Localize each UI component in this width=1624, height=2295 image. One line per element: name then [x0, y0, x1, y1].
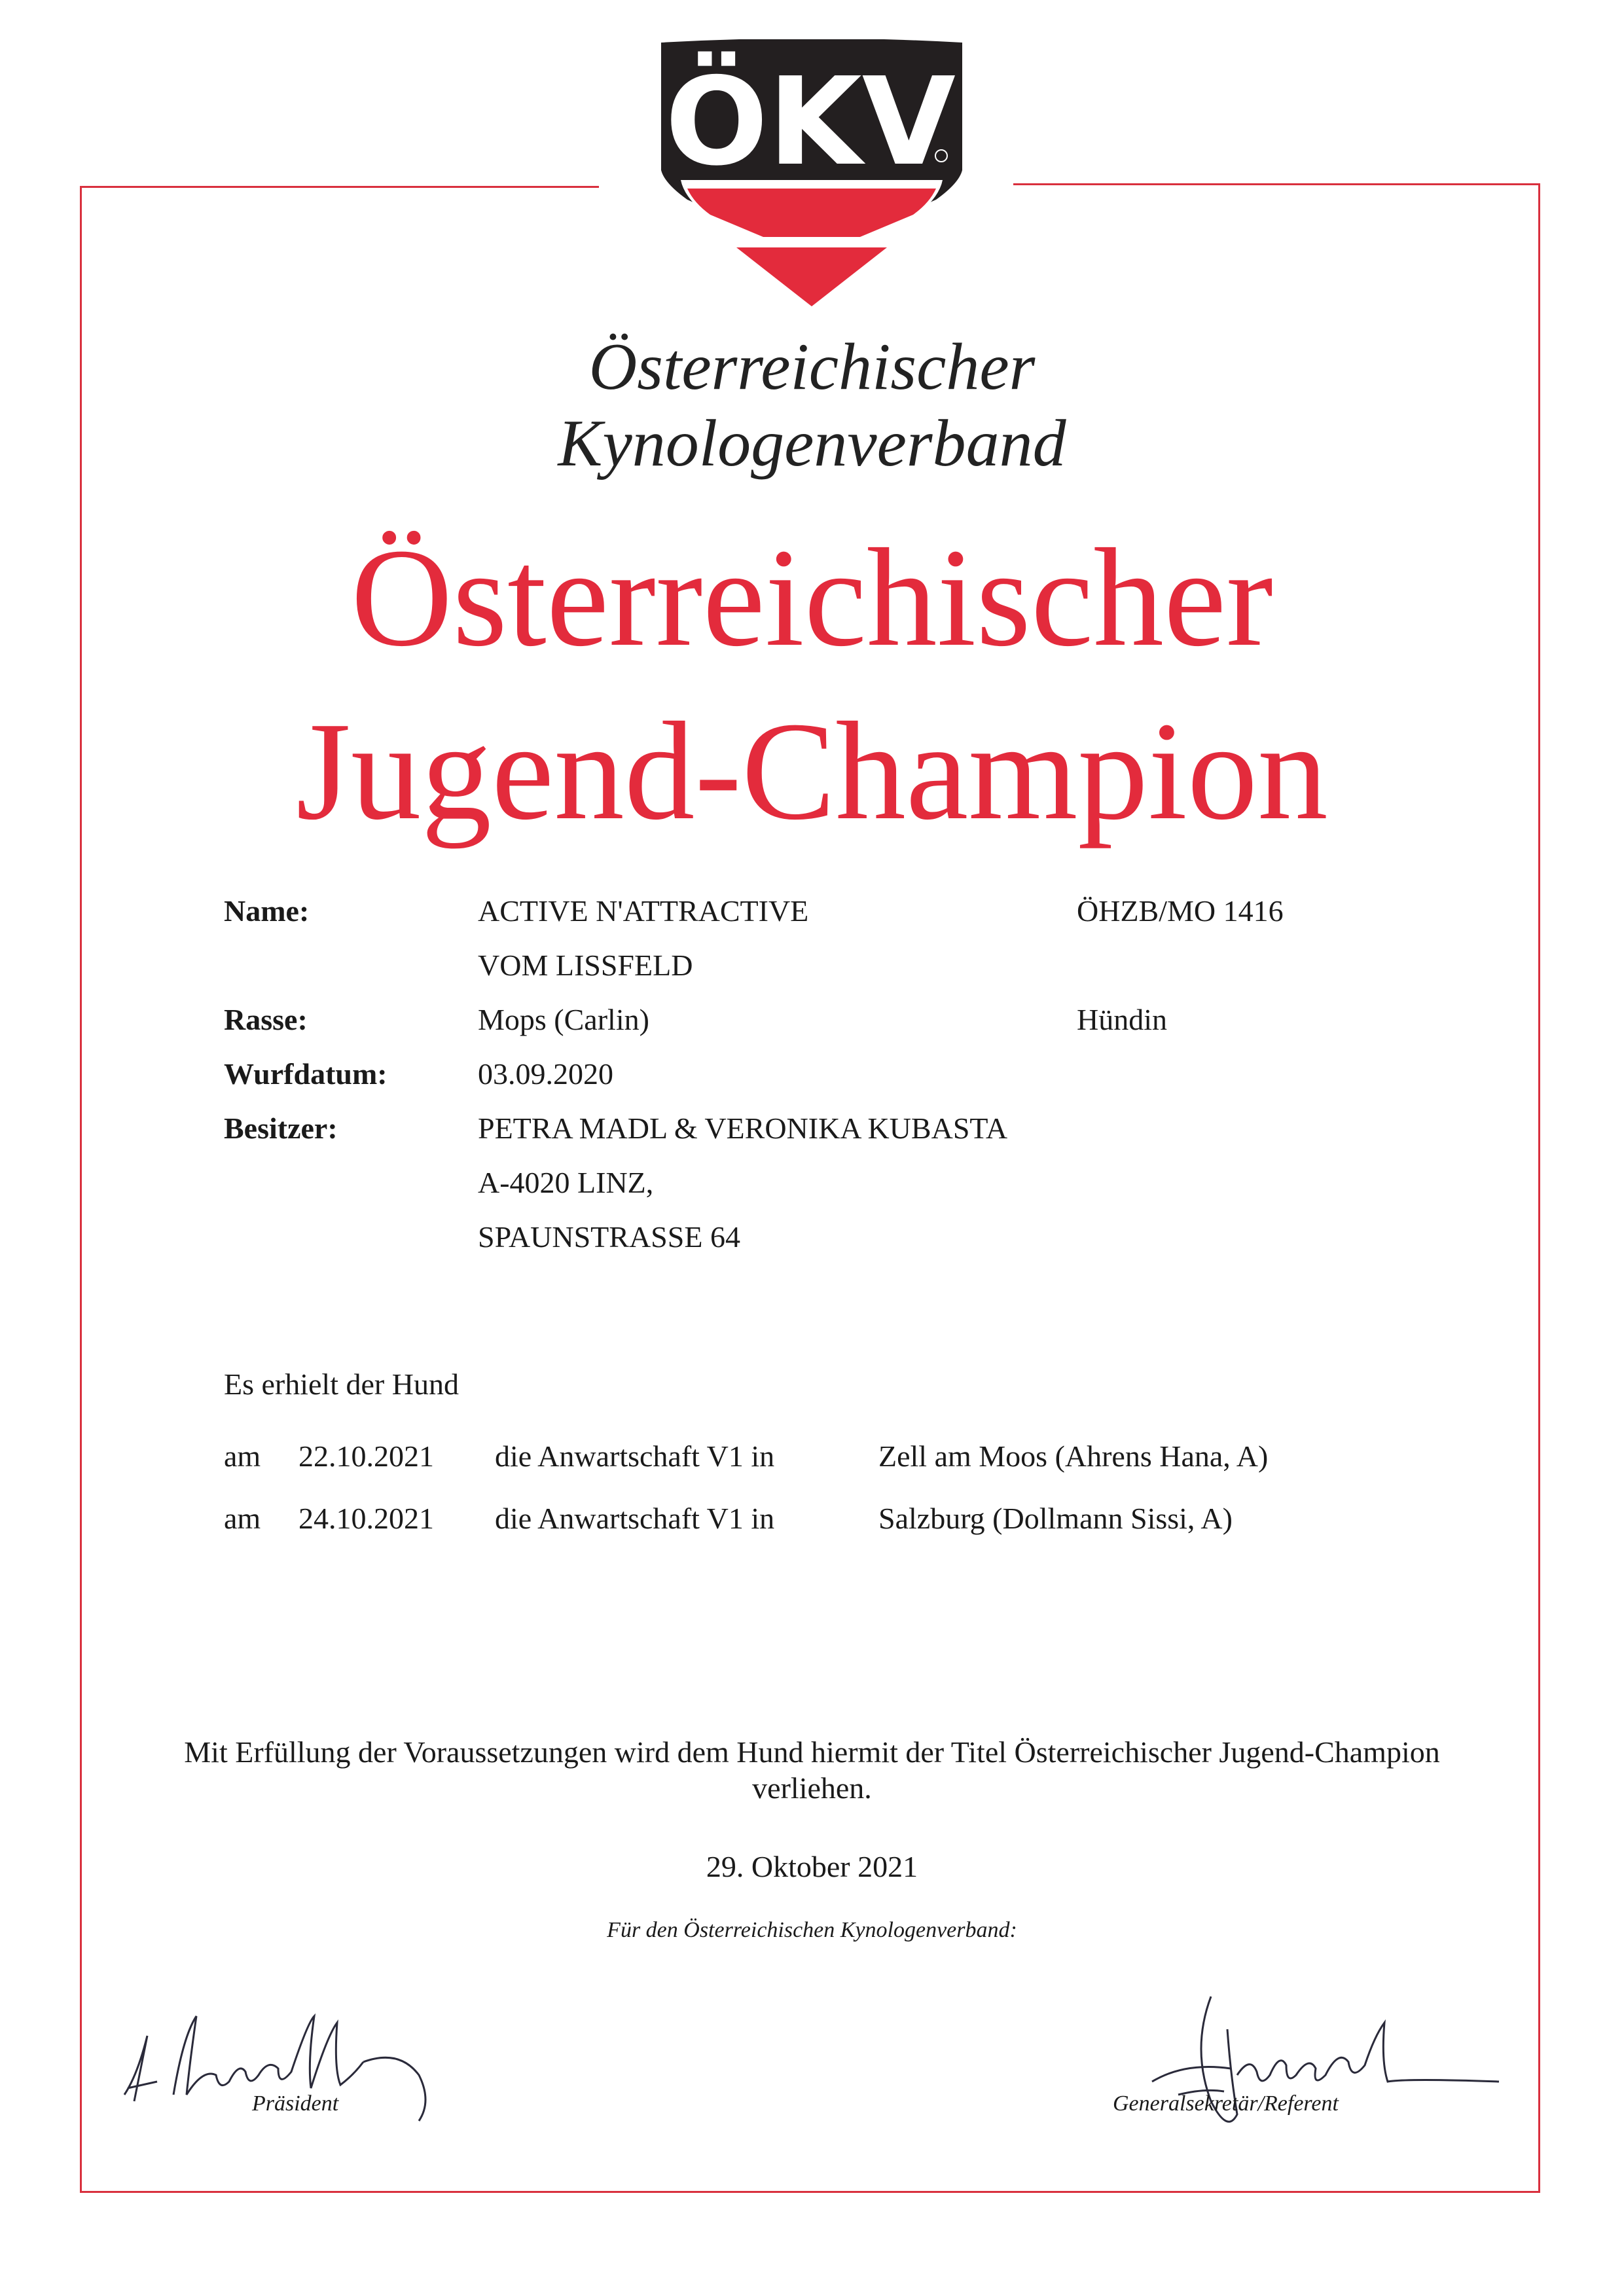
breed-label: Rasse:: [224, 1003, 308, 1036]
birth-date-value: 03.09.2020: [478, 1057, 613, 1091]
secretary-role: Generalsekretär/Referent: [1113, 2091, 1339, 2116]
award-row-1-place: Zell am Moos (Ahrens Hana, A): [878, 1439, 1269, 1473]
org-name-line1: Österreichischer: [588, 330, 1036, 404]
awards-intro: Es erhielt der Hund: [224, 1367, 459, 1401]
dog-name-line1: ACTIVE N'ATTRACTIVE: [478, 894, 809, 928]
secretary-signature: [1113, 1983, 1506, 2141]
award-row-2-date: 24.10.2021: [298, 1502, 434, 1535]
owner-label: Besitzer:: [224, 1111, 338, 1145]
owner-line2: A-4020 LINZ,: [478, 1166, 654, 1199]
breed-value: Mops (Carlin): [478, 1003, 649, 1036]
frame-top-right: [1013, 183, 1540, 185]
owner-line3: SPAUNSTRASSE 64: [478, 1220, 740, 1254]
frame-bottom: [80, 2191, 1540, 2193]
title-line2: Jugend-Champion: [296, 693, 1328, 849]
on-behalf-text: Für den Österreichischen Kynologenverband:: [607, 1918, 1017, 1942]
okv-logo: [661, 39, 962, 308]
frame-right: [1538, 183, 1540, 2193]
award-row-1-prefix: am: [224, 1439, 261, 1473]
conclusion-line2: verliehen.: [752, 1771, 872, 1805]
name-label: Name:: [224, 894, 310, 928]
title-line1: Österreichischer: [351, 519, 1273, 676]
award-row-2-prefix: am: [224, 1502, 261, 1535]
registration-number: ÖHZB/MO 1416: [1077, 894, 1284, 928]
frame-left: [80, 186, 82, 2193]
issue-date: 29. Oktober 2021: [706, 1850, 918, 1883]
org-name-line2: Kynologenverband: [558, 407, 1066, 480]
frame-top-left: [80, 186, 599, 188]
owner-line1: PETRA MADL & VERONIKA KUBASTA: [478, 1111, 1008, 1145]
award-row-2-place: Salzburg (Dollmann Sissi, A): [878, 1502, 1233, 1535]
dog-name-line2: VOM LISSFELD: [478, 949, 693, 982]
award-row-1-text: die Anwartschaft V1 in: [495, 1439, 775, 1473]
president-role: Präsident: [252, 2091, 339, 2116]
svg-text:ÖKV: ÖKV: [665, 51, 956, 192]
birth-date-label: Wurfdatum:: [224, 1057, 388, 1091]
conclusion-line1: Mit Erfüllung der Voraussetzungen wird dem Hund hiermit der Titel Österreichischer Jugend-Champion: [184, 1735, 1440, 1769]
award-row-2-text: die Anwartschaft V1 in: [495, 1502, 775, 1535]
award-row-1-date: 22.10.2021: [298, 1439, 434, 1473]
sex-value: Hündin: [1077, 1003, 1167, 1036]
